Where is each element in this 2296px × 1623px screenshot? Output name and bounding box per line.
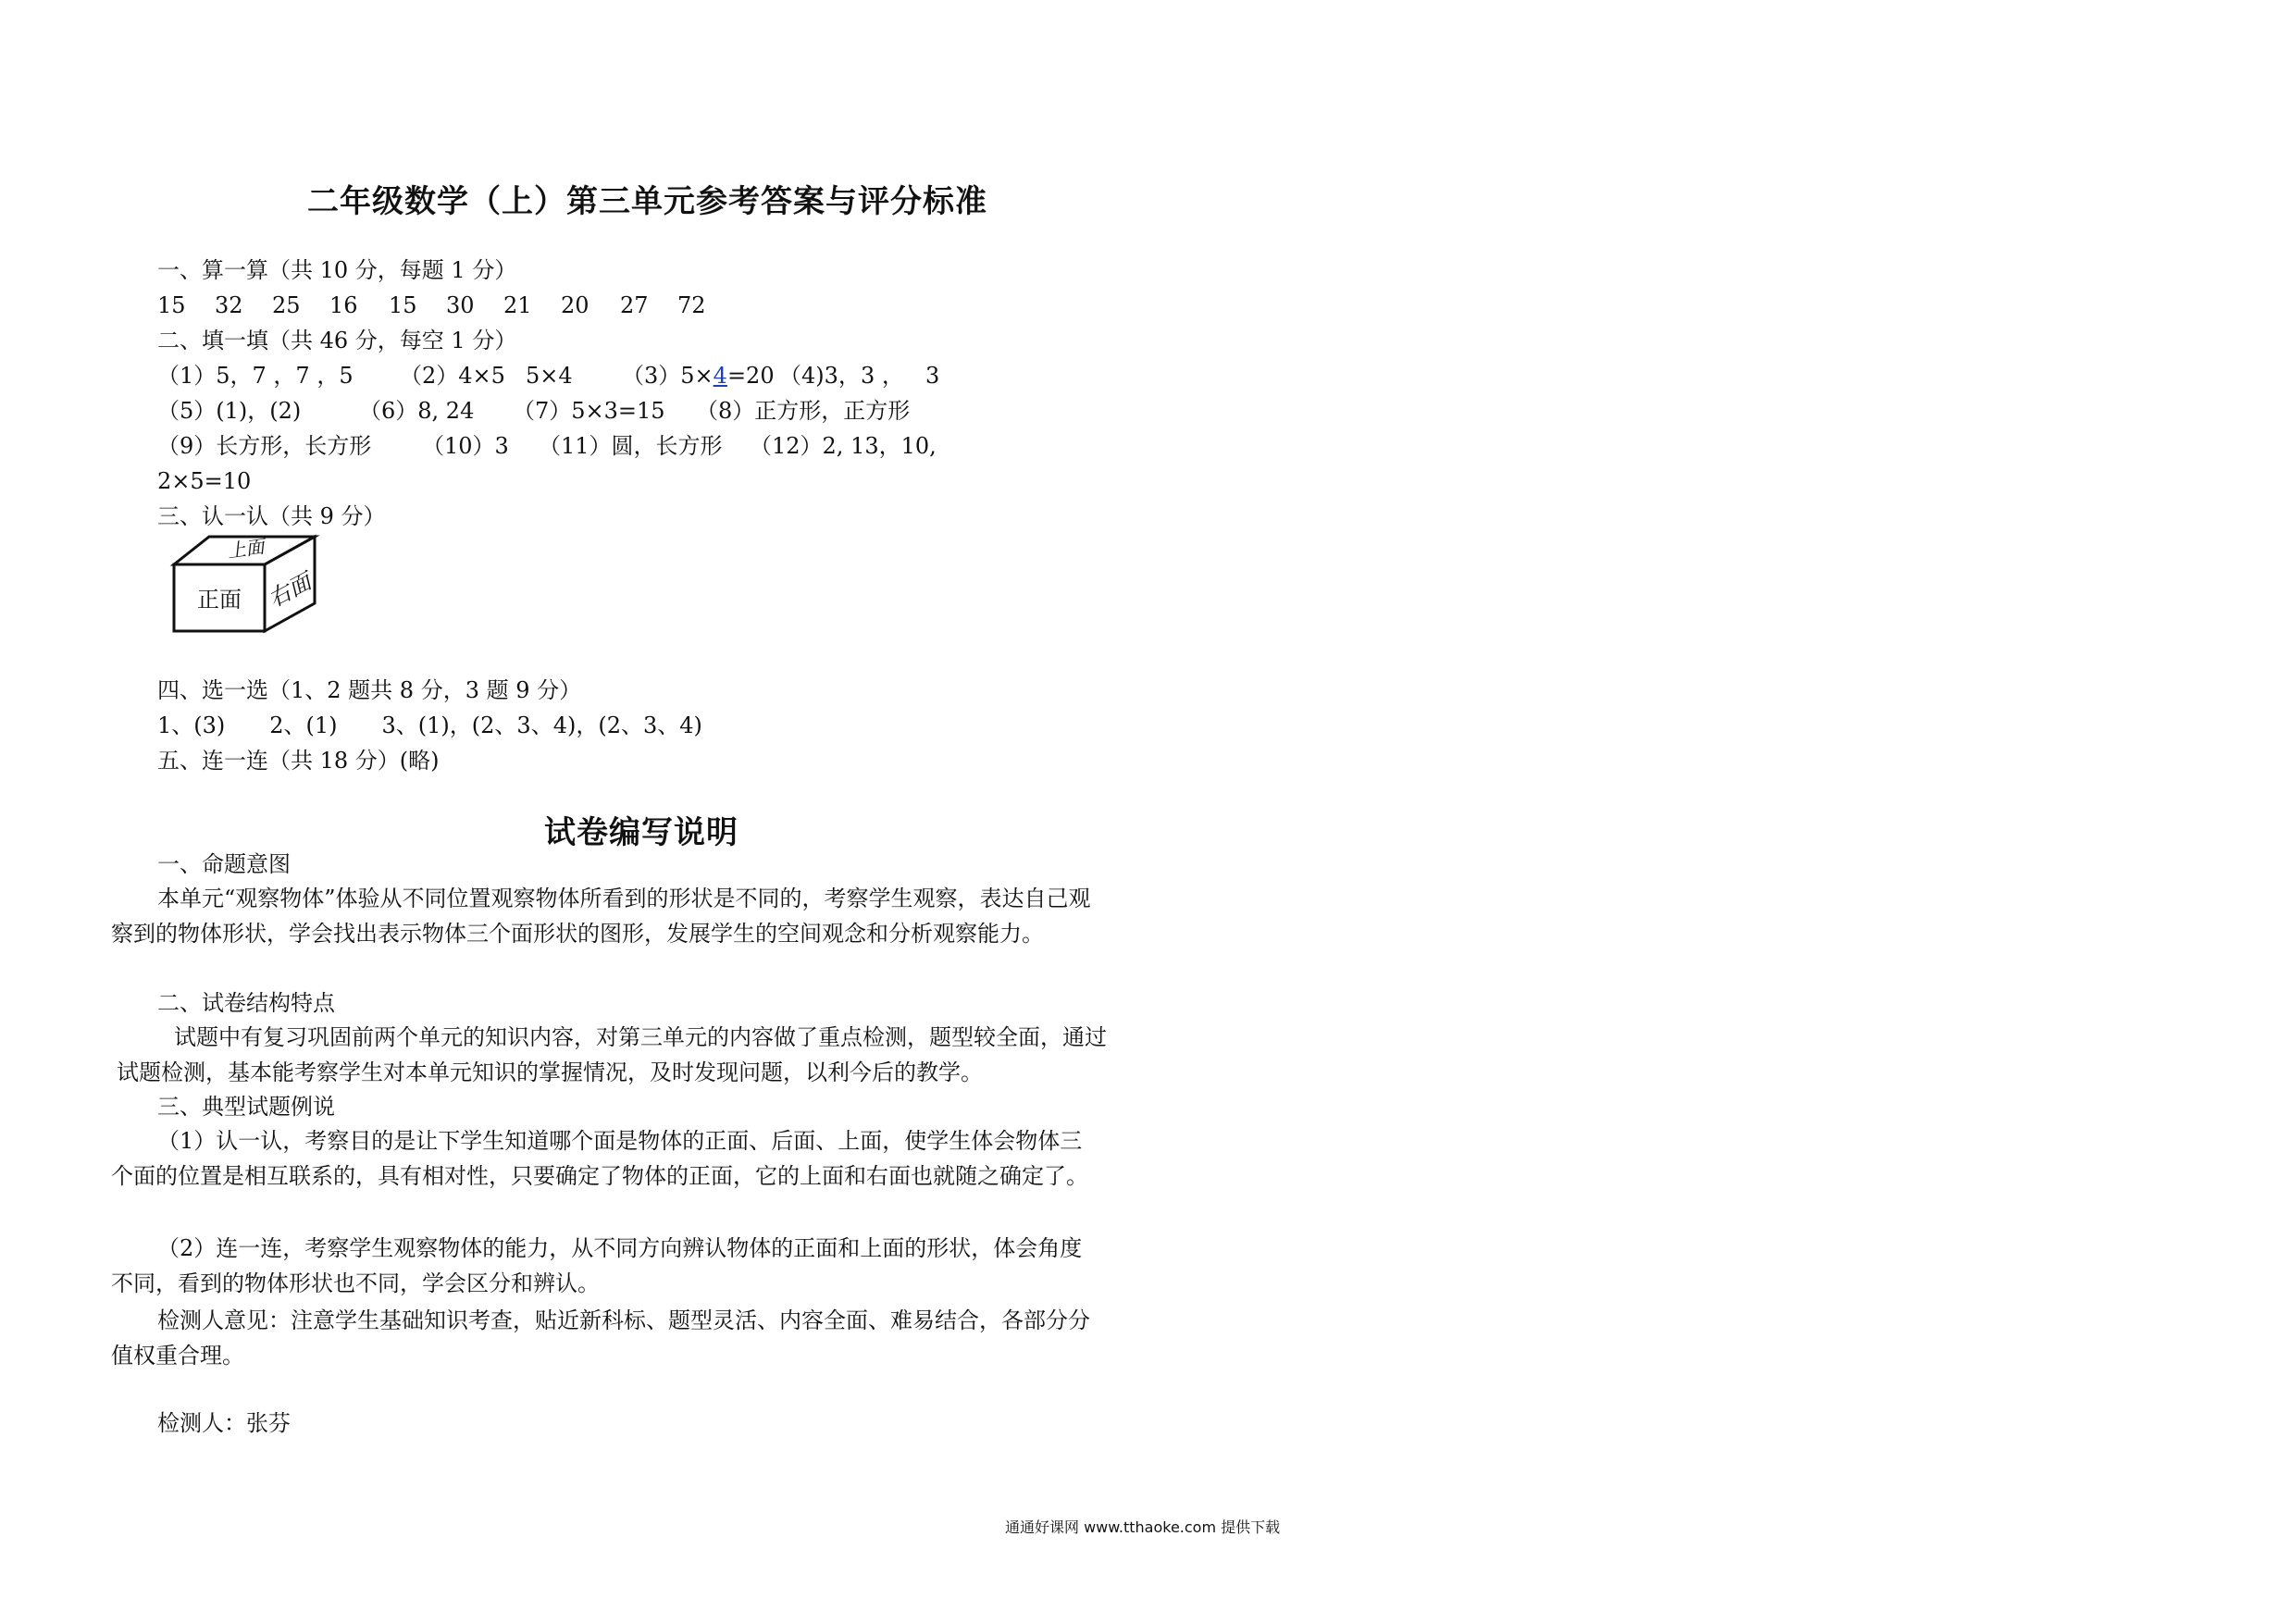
answer-value: 15	[157, 292, 186, 318]
fill-answer: （1）5，7 ，7 ，5	[157, 363, 354, 389]
answer-value: 15	[389, 292, 417, 318]
fill-answer: （11）圆，长方形	[539, 433, 723, 459]
section-2-row-3	[157, 431, 990, 461]
fill-answer: （9）长方形，长方形	[157, 433, 372, 459]
underlined-number: 4	[713, 363, 727, 389]
fill-answer: （5）(1)，(2)	[157, 398, 302, 424]
answer-value: 30	[446, 292, 475, 318]
section-2-row-4: 2×5=10	[157, 468, 252, 494]
answer-value: 16	[329, 292, 358, 318]
explanation-paragraph-3: （1）认一认，考察目的是让下学生知道哪个面是物体的正面、后面、上面，使学生体会物体三个面的位置是相互联系的，具有相对性，只要确定了物体的正面，它的上面和右面也就随之确定了。	[111, 1128, 1088, 1189]
fill-answer: （2）4×5	[400, 363, 505, 389]
fill-answer: 5×4	[526, 363, 573, 389]
explanation-paragraph-5: 检测人意见：注意学生基础知识考查，贴近新科标、题型灵活、内容全面、难易结合，各部分分值权重合理。	[111, 1307, 1090, 1369]
explanation-heading-3: 三、典型试题例说	[157, 1094, 335, 1120]
fill-answer: 3	[925, 363, 940, 389]
section-4-heading: 四、选一选（1、2 题共 8 分，3 题 9 分）	[157, 677, 582, 703]
cube-top-label: 上面	[226, 535, 267, 563]
section-4-answers: 1、(3) 2、(1) 3、(1)，(2、3、4)，(2、3、4)	[157, 712, 702, 738]
explanation-heading-2: 二、试卷结构特点	[157, 990, 335, 1016]
answer-value: 20	[561, 292, 590, 318]
section-2-row-1	[157, 361, 990, 390]
section-1-heading: 一、算一算（共 10 分，每题 1 分）	[157, 257, 517, 283]
cube-front-label: 正面	[197, 587, 242, 613]
fill-answer: （6）8, 24	[359, 398, 475, 424]
section-5-heading: 五、连一连（共 18 分）(略)	[157, 748, 440, 774]
answer-value: 32	[215, 292, 243, 318]
answer-value: 21	[503, 292, 532, 318]
answer-value: 27	[620, 292, 649, 318]
fill-answer: 3 ，	[861, 363, 904, 389]
cube-right-label: 右面	[264, 568, 316, 613]
cube-diagram	[167, 531, 333, 638]
answer-value: 25	[272, 292, 301, 318]
section-2-row-2	[157, 396, 990, 426]
fill-answer: （10）3	[422, 433, 509, 459]
fill-answer: （4)3，	[779, 363, 861, 389]
explanation-title: 试卷编写说明	[544, 814, 738, 851]
fill-answer: （12）2, 13，10,	[750, 433, 937, 459]
explanation-paragraph-2: 试题中有复习巩固前两个单元的知识内容，对第三单元的内容做了重点检测，题型较全面，通过试题检测，基本能考察学生对本单元知识的掌握情况，及时发现问题，以利今后的教学。	[117, 1024, 1107, 1085]
footer-source: 通通好课网 www.tthaoke.com 提供下载	[1005, 1518, 1281, 1536]
explanation-heading-1: 一、命题意图	[157, 851, 291, 877]
answer-key-title: 二年级数学（上）第三单元参考答案与评分标准	[307, 183, 987, 220]
section-2-heading: 二、填一填（共 46 分，每空 1 分）	[157, 328, 517, 353]
fill-answer: （7）5×3=15	[513, 398, 665, 424]
section-3-heading: 三、认一认（共 9 分）	[157, 503, 386, 529]
fill-answer	[622, 361, 775, 390]
reviewer-line: 检测人：张芬	[157, 1410, 291, 1436]
fill-answer-text: （3）5×	[622, 363, 714, 389]
explanation-paragraph-4: （2）连一连，考察学生观察物体的能力，从不同方向辨认物体的正面和上面的形状，体会角度不同，看到的物体形状也不同，学会区分和辨认。	[111, 1235, 1083, 1296]
explanation-paragraph-1: 本单元“观察物体”体验从不同位置观察物体所看到的形状是不同的，考察学生观察，表达自己观察到的物体形状，学会找出表示物体三个面形状的图形，发展学生的空间观念和分析观察能力。	[111, 886, 1091, 947]
answer-value: 72	[677, 292, 706, 318]
section-1-answers	[157, 291, 805, 320]
fill-answer: （8）正方形，正方形	[696, 398, 911, 424]
fill-answer-text: =20	[726, 363, 775, 389]
